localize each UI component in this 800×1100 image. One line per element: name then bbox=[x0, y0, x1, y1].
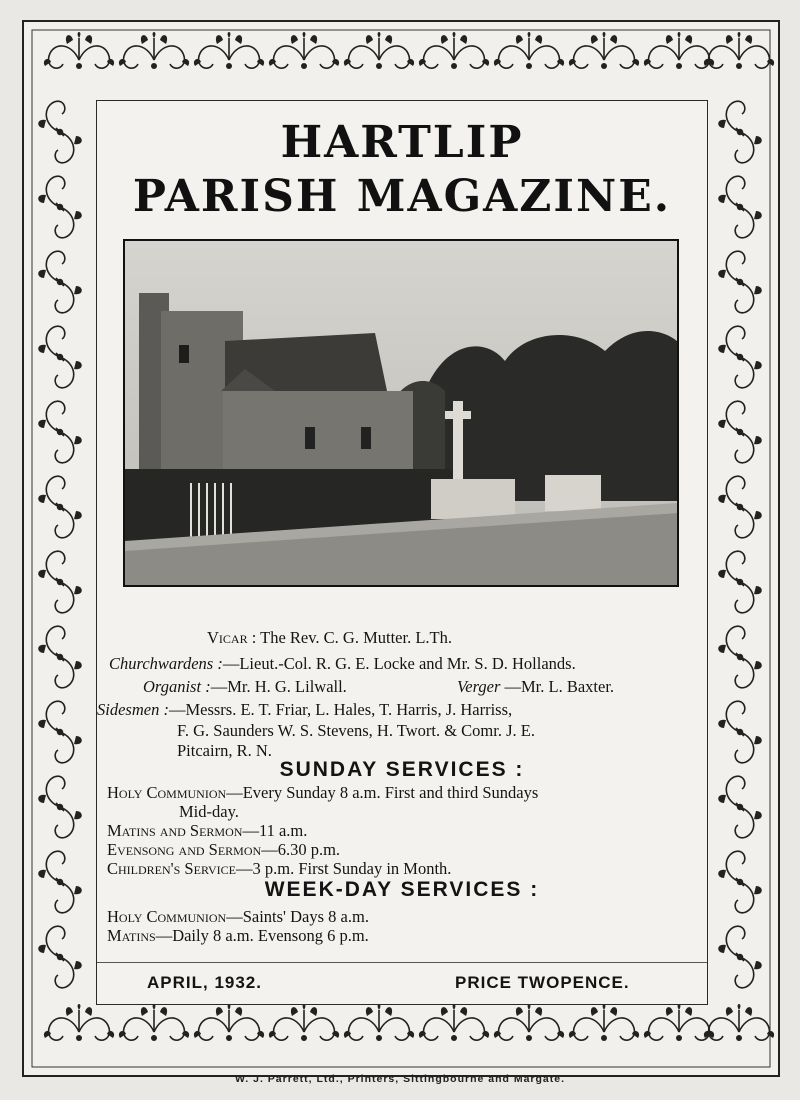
divider-rule bbox=[97, 962, 707, 963]
issue-date: APRIL, 1932. bbox=[147, 973, 262, 992]
churchwardens-label: Churchwardens : bbox=[109, 654, 223, 673]
weekday-services-heading: WEEK-DAY SERVICES : bbox=[264, 878, 540, 901]
service-line: Holy Communion—Saints' Days 8 a.m. bbox=[107, 907, 369, 926]
sidesmen-line-3: Pitcairn, R. N. bbox=[177, 741, 272, 760]
service-line: Matins—Daily 8 a.m. Evensong 6 p.m. bbox=[107, 926, 369, 945]
service-line: Children's Service—3 p.m. First Sunday in Month. bbox=[107, 859, 452, 878]
masthead-line-2: PARISH MAGAZINE. bbox=[132, 171, 672, 222]
vicar-label: Vicar : bbox=[207, 628, 257, 647]
church-photograph bbox=[123, 239, 679, 587]
service-line: Mid-day. bbox=[179, 802, 239, 821]
verger-value: —Mr. L. Baxter. bbox=[504, 677, 615, 696]
masthead-line-1: HARTLIP bbox=[280, 117, 524, 168]
sunday-services-heading: SUNDAY SERVICES : bbox=[279, 758, 525, 781]
service-line: Evensong and Sermon—6.30 p.m. bbox=[107, 840, 341, 859]
content-panel bbox=[96, 100, 708, 1005]
organist-label: Organist : bbox=[143, 677, 211, 696]
service-line: Holy Communion—Every Sunday 8 a.m. First and third Sundays bbox=[107, 783, 539, 802]
sidesmen-line-1 bbox=[97, 700, 512, 720]
sidesmen-label: Sidesmen : bbox=[97, 700, 169, 719]
verger-label: Verger bbox=[457, 677, 501, 696]
churchwardens-line bbox=[109, 654, 576, 674]
organist-value: —Mr. H. G. Lilwall. bbox=[210, 677, 347, 696]
sidesmen-line-2: F. G. Saunders W. S. Stevens, H. Twort. & Comr. J. E. bbox=[177, 721, 535, 740]
vicar-line bbox=[207, 628, 452, 648]
printer-credit: W. J. Parrett, Ltd., Printers, Sittingbourne and Margate. bbox=[234, 1073, 566, 1085]
organist-line bbox=[143, 677, 347, 697]
verger-line bbox=[457, 677, 614, 697]
price: PRICE TWOPENCE. bbox=[455, 973, 630, 992]
service-line: Matins and Sermon—11 a.m. bbox=[107, 821, 308, 840]
sidesmen-names-1: —Messrs. E. T. Friar, L. Hales, T. Harris, J. Harriss, bbox=[168, 700, 513, 719]
vicar-name: The Rev. C. G. Mutter. L.Th. bbox=[260, 628, 452, 647]
churchwardens-value: —Lieut.-Col. R. G. E. Locke and Mr. S. D. Hollands. bbox=[222, 654, 576, 673]
magazine-cover bbox=[22, 20, 780, 1077]
